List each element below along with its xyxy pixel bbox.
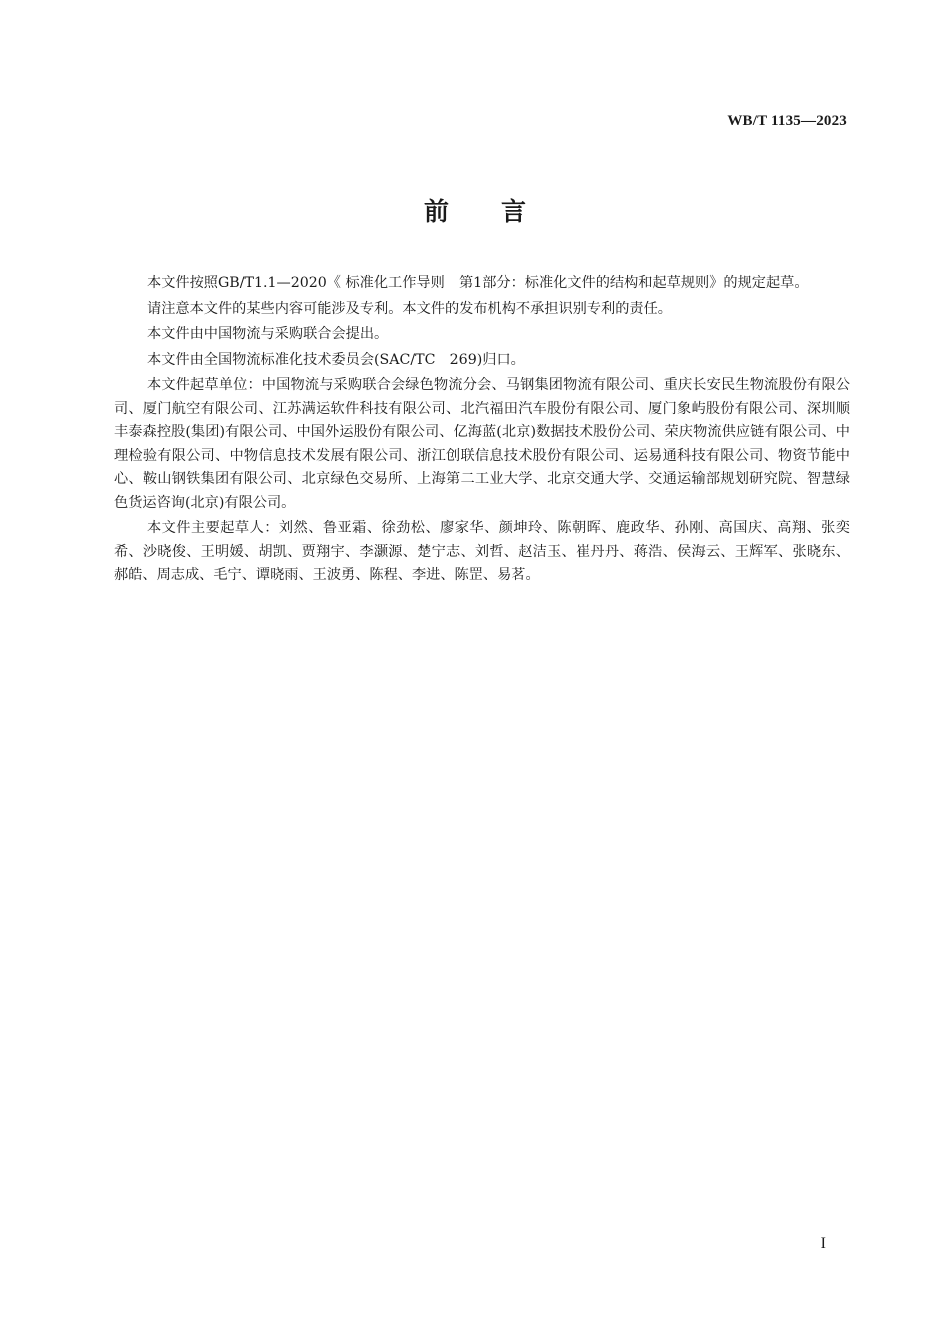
paragraph-proposer: 本文件由中国物流与采购联合会提出。 xyxy=(147,326,389,342)
title-char-2: 言 xyxy=(501,197,527,226)
paragraph-patent-notice: 请注意本文件的某些内容可能涉及专利。本文件的发布机构不承担识别专利的责任。 xyxy=(147,300,672,317)
foreword-body xyxy=(114,272,850,590)
title-char-1: 前 xyxy=(423,197,449,226)
paragraph-drafters: 本文件主要起草人：刘然、鲁亚霜、徐劲松、廖家华、颜坤玲、陈朝晖、鹿政华、孙刚、高国庆、高翔、张奕希、沙晓俊、王明媛、胡凯、贾翔宇、李灏源、楚宁志、刘哲、赵洁玉、崔丹丹、蒋浩、侯海云、王辉军、张晓东、郝皓、周志成、毛宁、谭晓雨、王波勇、陈程、李进、陈罡、易茗。 xyxy=(114,520,850,583)
paragraph-committee: 本文件由全国物流标准化技术委员会(SAC/TC 269)归口。 xyxy=(147,351,525,368)
page-title xyxy=(0,192,950,228)
paragraph-drafting-units: 本文件起草单位：中国物流与采购联合会绿色物流分会、马钢集团物流有限公司、重庆长安民生物流股份有限公司、厦门航空有限公司、江苏满运软件科技有限公司、北汽福田汽车股份有限公司、厦门象屿股份有限公司、深圳顺丰泰森控股(集团)有限公司、中国外运股份有限公司、亿海蓝(北京)数据技术股份公司、荣庆物流供应链有限公司、中理检验有限公司、中物信息技术发展有限公司、浙江创联信息技术股份有限公司、运易通科技有限公司、物资节能中心、鞍山钢铁集团有限公司、北京绿色交易所、上海第二工业大学、北京交通大学、交通运输部规划研究院、智慧绿色货运咨询(北京)有限公司。 xyxy=(114,377,850,511)
standard-code: WB/T 1135—2023 xyxy=(727,113,847,129)
page-number: I xyxy=(820,1235,826,1252)
paragraph-drafting-rules: 本文件按照GB/T1.1—2020《 标准化工作导则 第1部分：标准化文件的结构和起草规则》的规定起草。 xyxy=(147,275,809,291)
